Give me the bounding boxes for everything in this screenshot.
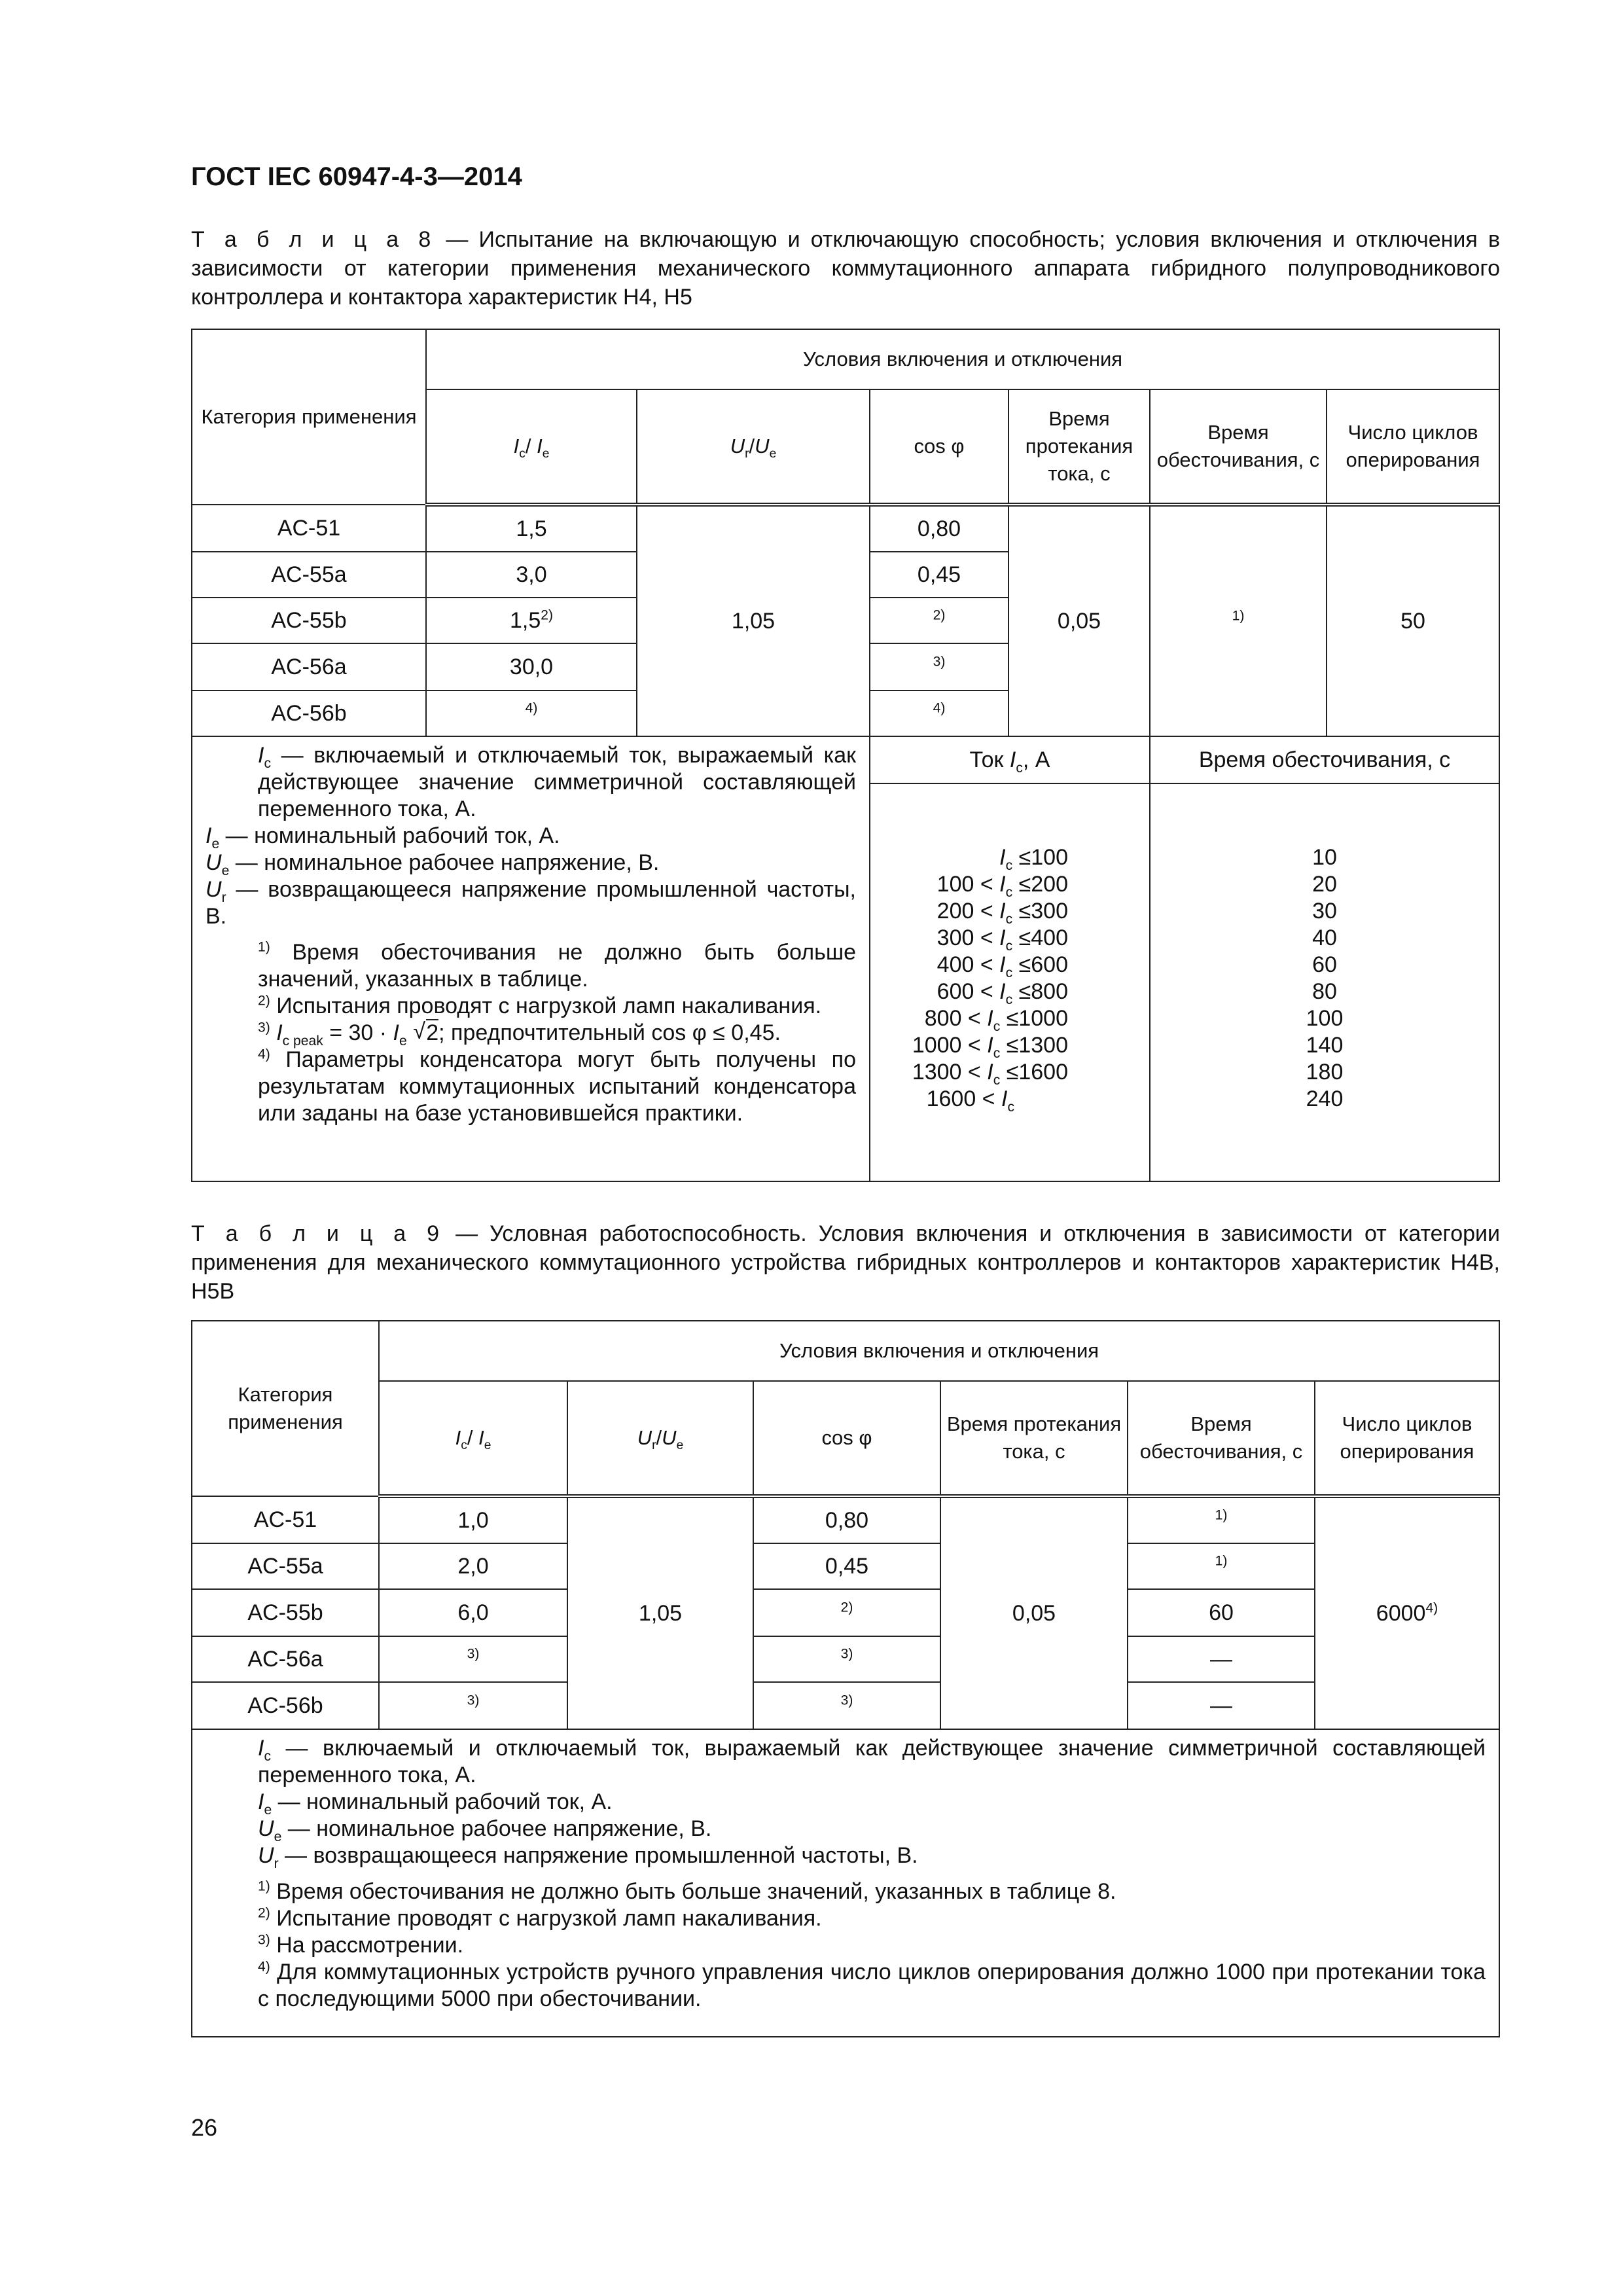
t8-deenergize xyxy=(1150,505,1327,736)
t8-cos: 2) xyxy=(870,598,1008,643)
deenergize-time-item: 180 xyxy=(1306,1060,1344,1085)
t9-deenergize: 60 xyxy=(1128,1589,1315,1636)
t8-col-ic-ie: $I_c/$ $I_e$ xyxy=(426,389,637,505)
t8-col-cycles: Число циклов оперирования xyxy=(1327,389,1499,505)
table8-title: — Испытание на включающую и отключающую способность; условия включения и отключения в зависимости от категории применения механического коммутационного аппарата гибридного полупроводникового контроллера и контактора характеристик Н4, Н5 xyxy=(191,227,1501,310)
t8-ur: 1,05 xyxy=(637,505,870,736)
t8-cos: 0,80 xyxy=(870,505,1008,552)
t8-time: 0,05 xyxy=(1008,505,1150,736)
table-row xyxy=(192,1496,1499,1543)
document-header: ГОСТ IEC 60947-4-3—2014 xyxy=(191,162,522,191)
t8-cat: AC-56a xyxy=(192,643,426,691)
t8-ic: 4) xyxy=(426,691,637,736)
t9-cat: AC-55a xyxy=(192,1543,379,1589)
t8-cos: 4) xyxy=(870,691,1008,736)
deenergize-time-item: 80 xyxy=(1312,979,1337,1004)
current-range-item: $300 < I_c \le 400$ xyxy=(936,925,1068,954)
t9-cos: 2) xyxy=(753,1589,940,1636)
current-range-item: $400 < I_c \le 600$ xyxy=(936,952,1068,980)
t9-deenergize: — xyxy=(1128,1636,1315,1682)
table9-title: — Условная работоспособность. Условия включения и отключения в зависимости от категории применения для механического коммутационного устройства гибридных контроллеров и контакторов характеристик Н4В, Н5В xyxy=(191,1221,1501,1304)
current-range-item: $I_c \le 100$ xyxy=(999,845,1068,873)
t9-cos: 3) xyxy=(753,1636,940,1682)
t9-cos: 3) xyxy=(753,1682,940,1729)
t8-col-category: Категория применения xyxy=(192,329,426,505)
t9-col-ic-ie: $I_c/$ $I_e$ xyxy=(379,1381,567,1496)
t8-current-ranges xyxy=(870,783,1150,1181)
t9-deenergize: — xyxy=(1128,1682,1315,1729)
footnote-ref: 1) xyxy=(1232,608,1245,624)
t9-ic: 3) xyxy=(379,1682,567,1729)
table9-caption xyxy=(191,1219,1500,1306)
t8-sub-header-current: Ток $I_c$, А xyxy=(870,736,1150,783)
t8-sub-header-deenergize: Время обесточивания, с xyxy=(1150,736,1499,783)
t8-cos: 3) xyxy=(870,643,1008,691)
table9-label: Т а б л и ц а 9 xyxy=(191,1221,444,1246)
deenergize-time-item: 20 xyxy=(1312,872,1337,897)
current-range-item: $1300 < I_c \le 1600$ xyxy=(912,1060,1068,1088)
table-row xyxy=(192,1543,1499,1589)
t9-deenergize: 1) xyxy=(1128,1496,1315,1543)
table8-label: Т а б л и ц а 8 xyxy=(191,227,436,252)
t8-col-cos: cos φ xyxy=(870,389,1008,505)
deenergize-time-item: 240 xyxy=(1306,1086,1344,1111)
t8-ic: 3,0 xyxy=(426,552,637,598)
t9-ur: 1,05 xyxy=(567,1496,753,1729)
t9-col-current-time: Время протекания тока, с xyxy=(940,1381,1128,1496)
t9-ic: 3) xyxy=(379,1636,567,1682)
table-row xyxy=(192,1636,1499,1682)
table8-caption xyxy=(191,225,1500,312)
t9-cycles: 6000$^{4)}$ xyxy=(1315,1496,1499,1729)
deenergize-time-item: 100 xyxy=(1306,1006,1344,1031)
current-range-item: $1600 < I_c$ xyxy=(926,1086,1014,1115)
t9-group-header: Условия включения и отключения xyxy=(379,1321,1499,1381)
t8-notes: $I_c$ — включаемый и отключаемый ток, выражаемый как действующее значение симметричной составляющей переменного тока, А. $I_e$ — номинальный рабочий ток, А. $U_e$ — номинальное рабочее напряжение, В. $U_r$ — возвращающееся напряжение промышленной частоты, В. $^{1)}$ Время обесточивания не должно быть больше значений, указанных в таблице. $^{2)}$ Испытания проводят с нагрузкой ламп накаливания. $^{3)}$ $I_{c peak} = 30 \cdot I_e$ √ 2; предпочтительный cos φ ≤ 0,45. $^{4)}$ Параметры конденсатора могут быть получены по результатам коммутационных испытаний конденсатора или заданы на базе установившейся практики. xyxy=(192,736,870,1181)
current-range-item: $100 < I_c \le 200$ xyxy=(936,872,1068,900)
t8-cos: 0,45 xyxy=(870,552,1008,598)
t9-col-ur-ue: $U_r/U_e$ xyxy=(567,1381,753,1496)
t9-cat: AC-56a xyxy=(192,1636,379,1682)
t9-col-cos: cos φ xyxy=(753,1381,940,1496)
t8-deenergize-values xyxy=(1150,783,1499,1181)
t9-cat: AC-51 xyxy=(192,1496,379,1543)
t9-cos: 0,80 xyxy=(753,1496,940,1543)
t9-ic: 6,0 xyxy=(379,1589,567,1636)
t8-cat: AC-55a xyxy=(192,552,426,598)
t9-deenergize: 1) xyxy=(1128,1543,1315,1589)
t8-ic: 1,5$^{2)}$ xyxy=(426,598,637,643)
table-9 xyxy=(191,1320,1500,2037)
current-range-item: $600 < I_c \le 800$ xyxy=(936,979,1068,1007)
t8-cat: AC-51 xyxy=(192,505,426,552)
current-range-item: $1000 < I_c \le 1300$ xyxy=(912,1033,1068,1061)
deenergize-time-item: 140 xyxy=(1306,1033,1344,1058)
t9-cat: AC-55b xyxy=(192,1589,379,1636)
t9-col-deenergize-time: Время обесточивания, с xyxy=(1128,1381,1315,1496)
t9-notes: $I_c$ — включаемый и отключаемый ток, выражаемый как действующее значение симметричной составляющей переменного тока, А. $I_e$ — номинальный рабочий ток, А. $U_e$ — номинальное рабочее напряжение, В. $U_r$ — возвращающееся напряжение промышленной частоты, В. $^{1)}$ Время обесточивания не должно быть больше значений, указанных в таблице 8. $^{2)}$ Испытание проводят с нагрузкой ламп накаливания. $^{3)}$ На рассмотрении. $^{4)}$ Для коммутационных устройств ручного управления число циклов оперирования должно 1000 при протекании тока с последующими 5000 при обесточивании. xyxy=(192,1729,1499,2037)
t9-time: 0,05 xyxy=(940,1496,1128,1729)
table-row xyxy=(192,505,1499,552)
t8-cycles: 50 xyxy=(1327,505,1499,736)
deenergize-time-item: 60 xyxy=(1312,952,1337,977)
deenergize-time-item: 30 xyxy=(1312,899,1337,924)
t8-cat: AC-56b xyxy=(192,691,426,736)
t8-group-header: Условия включения и отключения xyxy=(426,329,1499,389)
current-range-item: $200 < I_c \le 300$ xyxy=(936,899,1068,927)
t9-ic: 1,0 xyxy=(379,1496,567,1543)
t8-cat: AC-55b xyxy=(192,598,426,643)
table-row xyxy=(192,1682,1499,1729)
t8-col-deenergize-time: Время обесточивания, с xyxy=(1150,389,1327,505)
deenergize-time-item: 40 xyxy=(1312,925,1337,950)
page-number: 26 xyxy=(191,2114,218,2141)
current-range-item: $800 < I_c \le 1000$ xyxy=(924,1006,1068,1034)
t9-ic: 2,0 xyxy=(379,1543,567,1589)
t9-col-cycles: Число циклов оперирования xyxy=(1315,1381,1499,1496)
t8-ic: 30,0 xyxy=(426,643,637,691)
t9-col-category: Категория применения xyxy=(192,1321,379,1496)
table-row xyxy=(192,1589,1499,1636)
t8-col-current-time: Время протекания тока, с xyxy=(1008,389,1150,505)
t9-cos: 0,45 xyxy=(753,1543,940,1589)
t8-col-ur-ue: $U_r/U_e$ xyxy=(637,389,870,505)
t9-cat: AC-56b xyxy=(192,1682,379,1729)
table-8 xyxy=(191,329,1500,1182)
t8-ic: 1,5 xyxy=(426,505,637,552)
deenergize-time-item: 10 xyxy=(1312,845,1337,870)
